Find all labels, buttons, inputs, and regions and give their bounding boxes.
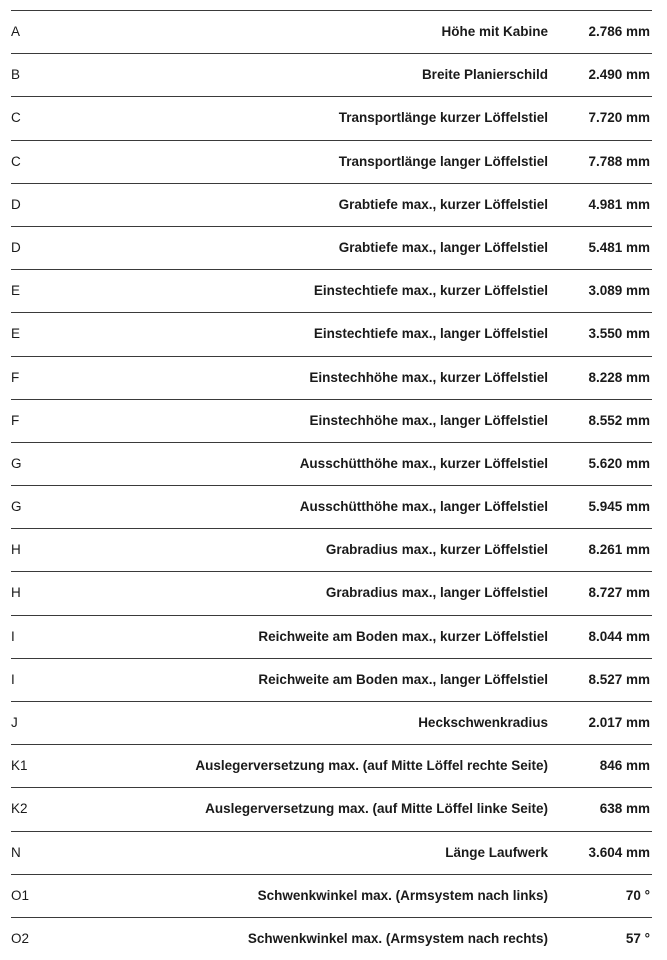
table-row [11,571,652,614]
row-label: Ausschütthöhe max., kurzer Löffelstiel [299,455,548,471]
row-value: 3.550 mm [588,326,650,342]
row-value: 8.727 mm [588,585,650,601]
row-value: 3.604 mm [588,844,650,860]
row-value: 7.788 mm [588,153,650,169]
table-row [11,183,652,226]
table-row [11,744,652,787]
table-row [11,269,652,312]
table-row [11,787,652,830]
row-code: G [11,499,22,515]
row-code: F [11,412,20,428]
spec-table [11,10,652,957]
table-row [11,10,652,53]
table-row [11,96,652,139]
row-code: G [11,455,22,471]
row-code: A [11,24,21,39]
row-label: Reichweite am Boden max., kurzer Löffelstiel [258,628,548,644]
row-value: 638 mm [599,801,650,817]
row-label: Transportlänge kurzer Löffelstiel [338,110,548,126]
table-row [11,917,652,957]
row-value: 8.552 mm [588,412,650,428]
table-row [11,399,652,442]
row-label: Reichweite am Boden max., langer Löffelstiel [258,671,548,687]
table-row [11,356,652,399]
row-value: 2.786 mm [588,24,650,39]
table-row [11,658,652,701]
row-code: O1 [11,887,30,903]
row-value: 70 ° [625,887,650,903]
row-code: C [11,153,21,169]
row-label: Einstechtiefe max., kurzer Löffelstiel [313,283,548,299]
row-value: 846 mm [599,758,650,774]
row-code: I [11,628,15,644]
row-value: 8.228 mm [588,369,650,385]
table-row [11,53,652,96]
row-label: Schwenkwinkel max. (Armsystem nach links) [257,887,548,903]
row-code: K1 [11,758,28,774]
table-row [11,528,652,571]
table-row [11,226,652,269]
row-label: Grabradius max., langer Löffelstiel [325,585,548,601]
row-label: Grabtiefe max., kurzer Löffelstiel [338,196,548,212]
table-row [11,140,652,183]
row-code: H [11,542,21,558]
row-code: E [11,326,21,342]
row-code: I [11,671,15,687]
table-row [11,615,652,658]
table-row [11,701,652,744]
row-value: 2.490 mm [588,67,650,83]
row-value: 2.017 mm [588,715,650,730]
row-label: Auslegerversetzung max. (auf Mitte Löffel rechte Seite) [195,758,548,774]
row-code: F [11,369,20,385]
row-code: D [11,239,21,255]
row-value: 5.945 mm [588,499,650,515]
table-row [11,312,652,355]
row-code: D [11,196,21,212]
row-value: 5.620 mm [588,455,650,471]
row-code: E [11,283,21,299]
row-label: Auslegerversetzung max. (auf Mitte Löffel linke Seite) [205,801,548,817]
row-label: Heckschwenkradius [418,715,548,730]
row-label: Einstechtiefe max., langer Löffelstiel [313,326,548,342]
row-label: Länge Laufwerk [445,844,548,860]
row-label: Grabtiefe max., langer Löffelstiel [338,239,548,255]
row-value: 5.481 mm [588,239,650,255]
row-value: 8.044 mm [588,628,650,644]
table-row [11,442,652,485]
row-code: C [11,110,21,126]
row-value: 8.527 mm [588,671,650,687]
row-value: 4.981 mm [588,196,650,212]
row-value: 8.261 mm [588,542,650,558]
row-code: N [11,844,21,860]
row-code: B [11,67,21,83]
row-label: Transportlänge langer Löffelstiel [338,153,548,169]
table-row [11,831,652,874]
row-label: Breite Planierschild [421,67,548,83]
row-label: Ausschütthöhe max., langer Löffelstiel [299,499,548,515]
row-code: O2 [11,930,30,946]
row-code: K2 [11,801,28,817]
row-code: H [11,585,21,601]
row-label: Grabradius max., kurzer Löffelstiel [325,542,548,558]
row-label: Einstechhöhe max., kurzer Löffelstiel [309,369,548,385]
row-label: Schwenkwinkel max. (Armsystem nach rechts) [247,930,548,946]
row-value: 57 ° [625,930,650,946]
row-label: Einstechhöhe max., langer Löffelstiel [309,412,548,428]
row-label: Höhe mit Kabine [441,24,548,39]
table-row [11,485,652,528]
row-value: 7.720 mm [588,110,650,126]
table-row [11,874,652,917]
row-code: J [11,715,18,730]
row-value: 3.089 mm [588,283,650,299]
